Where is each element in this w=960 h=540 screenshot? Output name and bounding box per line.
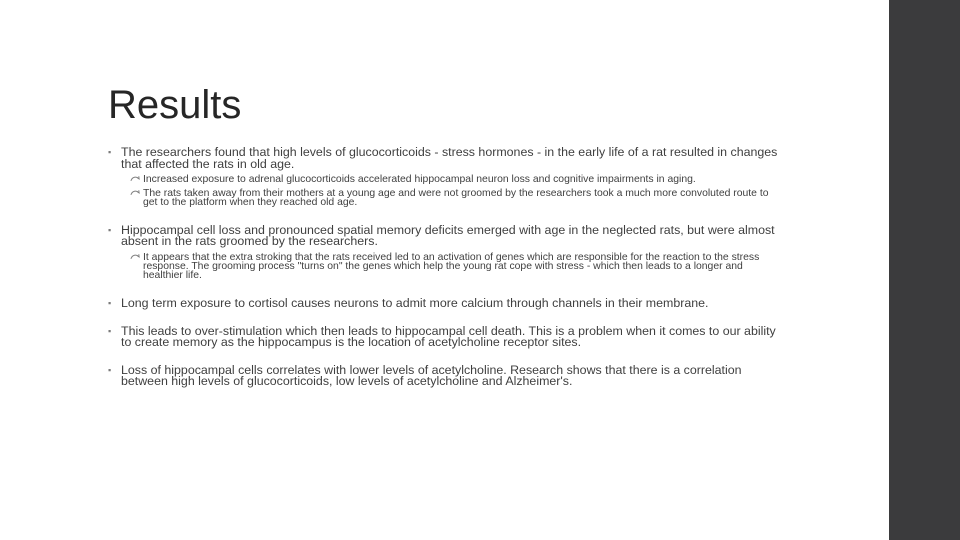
sub-list (108, 175, 778, 208)
bullet-text: Hippocampal cell loss and pronounced spatial memory deficits emerged with age in the neglected rats, but were almost absent in the rats groomed by the researchers. (121, 222, 775, 249)
bullet-item (108, 298, 778, 310)
sub-bullet-item (130, 253, 778, 281)
sub-bullet-item (130, 189, 778, 207)
bullet-item (108, 222, 778, 249)
curved-arrow-icon (130, 174, 141, 184)
bullet-marker: ▪ (108, 224, 112, 235)
slide-content (108, 147, 778, 388)
bullet-text: Loss of hippocampal cells correlates with lower levels of acetylcholine. Research shows that there is a correlation between high levels of glucocorticoids, low levels of acetylcholine and Alzheimer's. (121, 362, 742, 389)
sub-bullet-item (130, 175, 778, 184)
sub-bullet-text: Increased exposure to adrenal glucocorticoids accelerated hippocampal neuron loss and cognitive impairments in aging. (143, 174, 696, 185)
curved-arrow-icon (130, 252, 141, 262)
bullet-marker: ▪ (108, 298, 112, 309)
curved-arrow-icon (130, 188, 141, 198)
bullet-text: Long term exposure to cortisol causes neurons to admit more calcium through channels in their membrane. (121, 296, 709, 311)
bullet-marker: ▪ (108, 325, 112, 336)
bullet-item (108, 147, 778, 170)
sub-bullet-text: It appears that the extra stroking that the rats received led to an activation of genes which are responsible for the reaction to the stress response. The grooming process "turns on" the genes which help the young rat cope with stress - which then leads to a longer and healthier life. (143, 251, 760, 282)
bullet-text: The researchers found that high levels of glucocorticoids - stress hormones - in the early life of a rat resulted in changes that affected the rats in old age. (121, 145, 778, 171)
bullet-item (108, 323, 778, 350)
slide-title: Results (108, 83, 242, 127)
bullet-marker: ▪ (108, 364, 112, 375)
sub-bullet-text: The rats taken away from their mothers at a young age and were not groomed by the researchers took a much more convoluted route to get to the platform when they reached old age. (143, 188, 769, 209)
sub-list (108, 253, 778, 281)
right-accent-bar (889, 0, 960, 540)
bullet-marker: ▪ (108, 147, 112, 157)
bullet-item (108, 362, 778, 389)
bullet-text: This leads to over-stimulation which then leads to hippocampal cell death. This is a problem when it comes to our ability to create memory as the hippocampus is the location of acetylcholine receptor sites. (121, 323, 776, 350)
